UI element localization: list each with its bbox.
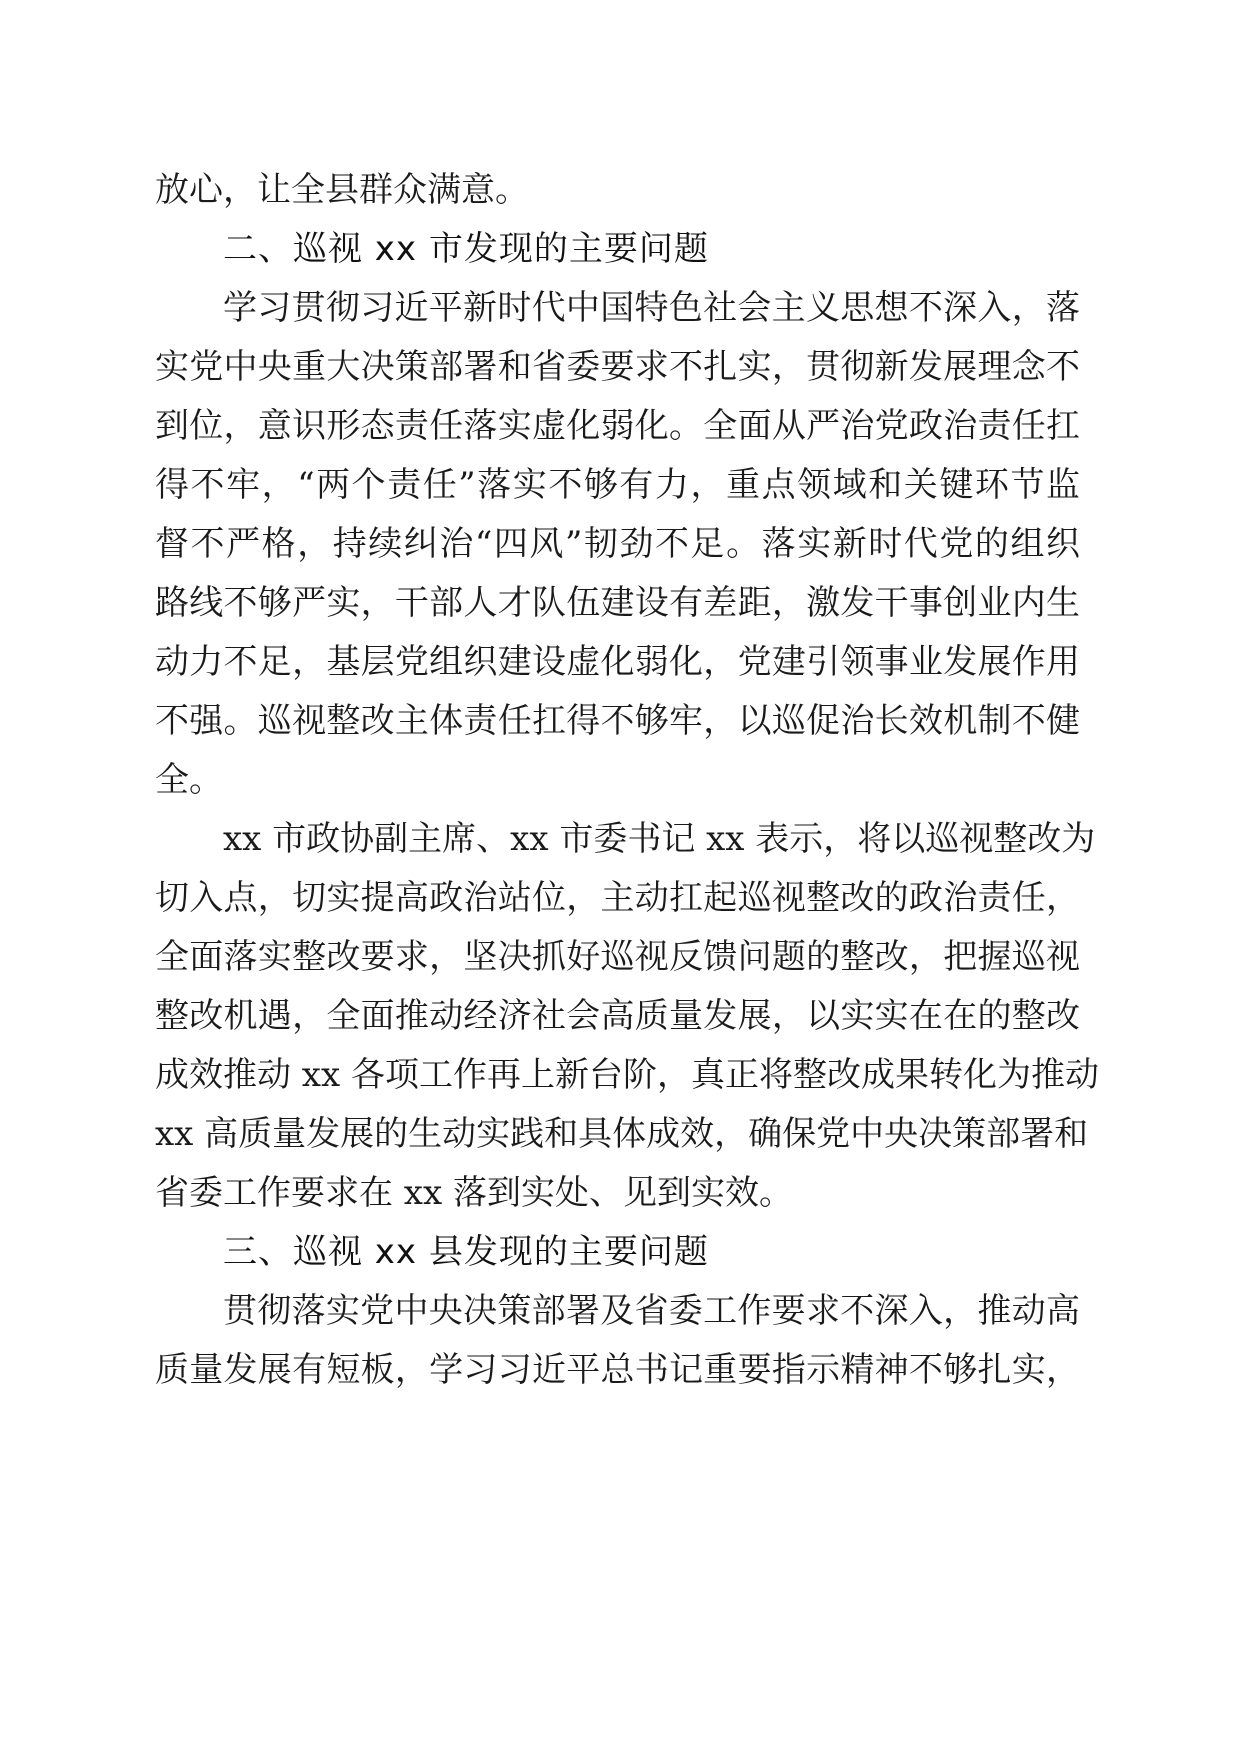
paragraph-line: 全。 — [155, 760, 223, 800]
section-heading-2: 二、巡视 xx 市发现的主要问题 — [223, 229, 709, 269]
intro-text-line: 放心，让全县群众满意。 — [155, 170, 529, 210]
paragraph-line: 整改机遇，全面推动经济社会高质量发展，以实实在在的整改 — [155, 996, 1080, 1036]
paragraph-line: 动力不足，基层党组织建设虚化弱化，党建引领事业发展作用 — [155, 642, 1080, 682]
paragraph-line: 贯彻落实党中央决策部署及省委工作要求不深入，推动高 — [223, 1291, 1080, 1331]
paragraph-line: 不强。巡视整改主体责任扛得不够牢，以巡促治长效机制不健 — [155, 701, 1080, 741]
paragraph-line: 学习贯彻习近平新时代中国特色社会主义思想不深入，落 — [223, 288, 1080, 328]
paragraph-line: 切入点，切实提高政治站位，主动扛起巡视整改的政治责任， — [155, 878, 1080, 918]
paragraph-line: 成效推动 xx 各项工作再上新台阶，真正将整改成果转化为推动 — [155, 1055, 1099, 1095]
paragraph-line: 实党中央重大决策部署和省委要求不扎实，贯彻新发展理念不 — [155, 347, 1080, 387]
paragraph-line: 质量发展有短板，学习习近平总书记重要指示精神不够扎实， — [155, 1350, 1080, 1390]
paragraph-line: 路线不够严实，干部人才队伍建设有差距，激发干事创业内生 — [155, 583, 1080, 623]
paragraph-line: 省委工作要求在 xx 落到实处、见到实效。 — [155, 1173, 793, 1213]
paragraph-line: 到位，意识形态责任落实虚化弱化。全面从严治党政治责任扛 — [155, 406, 1080, 446]
paragraph-line: 得不牢，“两个责任”落实不够有力，重点领域和关键环节监 — [155, 465, 1080, 505]
paragraph-line: 督不严格，持续纠治“四风”韧劲不足。落实新时代党的组织 — [155, 524, 1080, 564]
paragraph-line: xx 高质量发展的生动实践和具体成效，确保党中央决策部署和 — [155, 1114, 1089, 1154]
paragraph-line: 全面落实整改要求，坚决抓好巡视反馈问题的整改，把握巡视 — [155, 937, 1080, 977]
paragraph-line: xx 市政协副主席、xx 市委书记 xx 表示，将以巡视整改为 — [223, 819, 1096, 859]
section-heading-3: 三、巡视 xx 县发现的主要问题 — [223, 1232, 709, 1272]
